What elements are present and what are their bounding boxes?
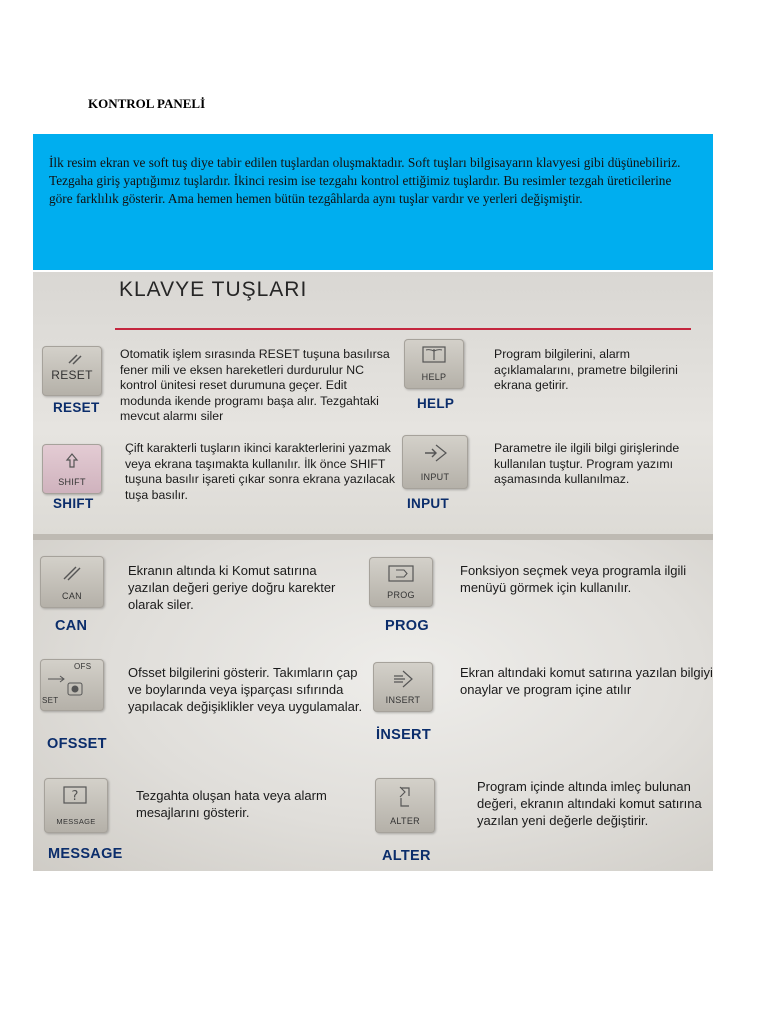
- shift-key-image: [42, 444, 102, 494]
- prog-label: PROG: [385, 618, 429, 634]
- help-label: HELP: [417, 396, 455, 411]
- alter-label: ALTER: [382, 848, 431, 864]
- prog-key-text: PROG: [387, 590, 415, 600]
- input-description: Parametre ile ilgili bilgi girişlerinde kullanılan tuştur. Program yazımı aşamasında kullanılmaz.: [494, 441, 680, 487]
- shift-description: Çift karakterli tuşların ikinci karakterlerini yazmak veya ekrana taşımakta kullanılır. İlk önce SHIFT tuşuna basılır işareti çıkar sonra ekrana yazılacak tuşa basılır.: [125, 441, 395, 502]
- up-arrow-icon: [60, 451, 84, 471]
- reset-description: Otomatik işlem sırasında RESET tuşuna basılırsa fener mili ve eksen hareketleri durdurulur NC kontrol ünitesi reset durumuna geçer. Edit modunda ikende programı başa alır. Tezgahtaki mevcut alarmı siler: [120, 347, 390, 424]
- intro-box: [33, 134, 713, 270]
- help-description: Program bilgilerini, alarm açıklamalarını, prametre bilgilerini ekrana getirir.: [494, 347, 678, 393]
- reset-key-image: [42, 346, 102, 396]
- alter-arrows-icon: [393, 785, 417, 809]
- offset-label: OFSSET: [47, 736, 107, 752]
- cancel-slashes-icon: [58, 563, 84, 585]
- svg-text:?: ?: [71, 789, 79, 804]
- offset-key-image: [40, 659, 104, 711]
- reset-key-text: RESET: [51, 368, 93, 382]
- insert-arrow-icon: [391, 669, 415, 691]
- reset-label: RESET: [53, 400, 100, 415]
- shift-key-text: SHIFT: [58, 477, 86, 487]
- keyboard-keys-panel-top: [33, 272, 713, 534]
- alter-description: Program içinde altında imleç bulunan değeri, ekranın altındaki komut satırına yazılan yeni değerle değiştirir.: [477, 779, 702, 828]
- page-title: KONTROL PANELİ: [88, 96, 206, 111]
- can-label: CAN: [55, 618, 88, 634]
- message-key-image: [44, 778, 108, 833]
- message-description: Tezgahta oluşan hata veya alarm mesajlarını gösterir.: [136, 788, 327, 820]
- offset-key-text-top: OFS: [74, 662, 92, 671]
- insert-label: İNSERT: [376, 727, 431, 743]
- insert-key-image: [373, 662, 433, 712]
- insert-key-text: INSERT: [385, 695, 421, 705]
- message-label: MESSAGE: [48, 846, 123, 862]
- help-key-text: HELP: [421, 372, 447, 382]
- can-key-text: CAN: [62, 591, 82, 601]
- input-label: INPUT: [407, 496, 449, 511]
- prog-key-image: [369, 557, 433, 607]
- can-key-image: [40, 556, 104, 608]
- offset-description: Ofsset bilgilerini gösterir. Takımların çap ve boylarında veya işparçası sıfırında yapılacak değişiklikler veya uygulamalar.: [128, 665, 363, 714]
- input-key-image: [402, 435, 468, 489]
- intro-text: İlk resim ekran ve soft tuş diye tabir edilen tuşlardan oluşmaktadır. Soft tuşları bilgisayarın klavyesi gibi düşünebiliriz. Tezgaha giriş yaptığımız tuşlardır. İkinci resim ise tezgahı kontrol ettiğimiz tuşlardır. Bu resimler tezgah üreticilerine göre farklılık gösterir. Ama hemen hemen bütün tezgâhlarda aynı tuşlar vardır ve yerleri değişmiştir.: [49, 155, 681, 206]
- enter-arrow-icon: [422, 442, 448, 464]
- insert-description: Ekran altındaki komut satırına yazılan bilgiyi onaylar ve program içine atılır: [460, 665, 713, 697]
- keyboard-keys-panel-bottom: [33, 534, 713, 871]
- program-screen-icon: [387, 564, 415, 584]
- panel-title: KLAVYE TUŞLARI: [119, 278, 308, 301]
- book-icon: [422, 346, 446, 366]
- input-key-text: INPUT: [420, 472, 450, 482]
- alter-key-text: ALTER: [390, 816, 420, 826]
- prog-description: Fonksiyon seçmek veya programla ilgili menüyü görmek için kullanılır.: [460, 563, 687, 595]
- can-description: Ekranın altında ki Komut satırına yazılan değeri geriye doğru karekter olarak siler.: [128, 563, 336, 612]
- help-key-image: [404, 339, 464, 389]
- message-key-text: MESSAGE: [56, 817, 96, 826]
- alter-key-image: [375, 778, 435, 833]
- offset-key-text: SET: [42, 696, 59, 705]
- question-screen-icon: [62, 785, 88, 807]
- title-divider: [115, 328, 691, 330]
- shift-label: SHIFT: [53, 496, 94, 511]
